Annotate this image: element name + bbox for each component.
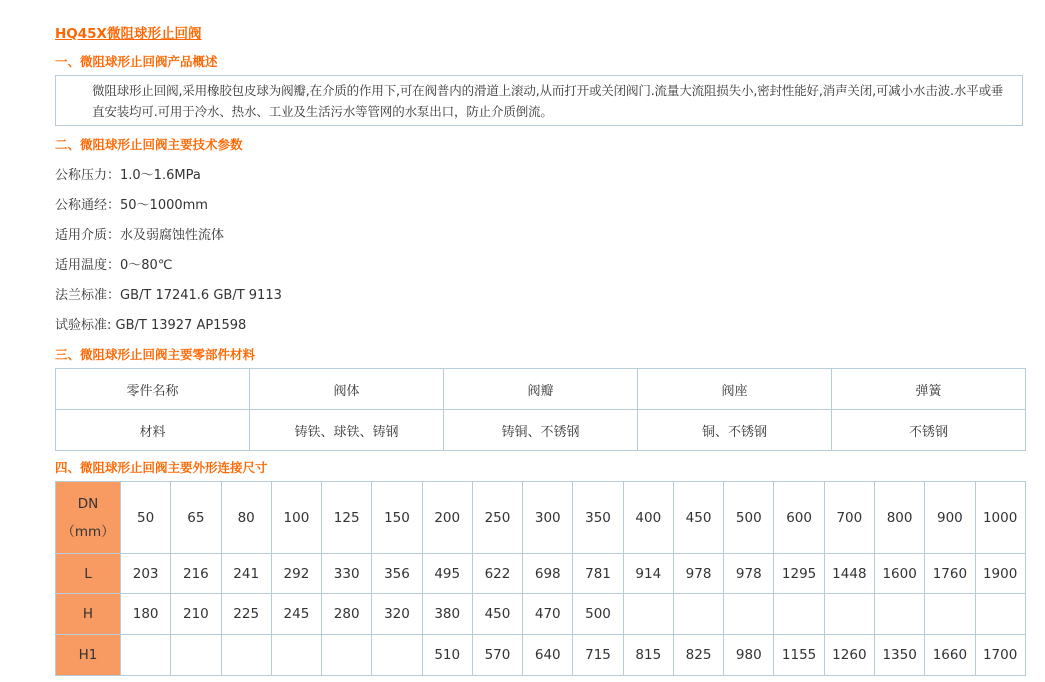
table-cell: 50 bbox=[121, 482, 171, 554]
table-cell: 500 bbox=[573, 594, 623, 635]
table-cell: 1155 bbox=[774, 635, 824, 676]
table-cell: 1260 bbox=[824, 635, 874, 676]
param-diameter: 公称通经：50～1000mm bbox=[55, 198, 208, 213]
table-cell: 400 bbox=[623, 482, 673, 554]
section-heading-dimensions: 四、微阻球形止回阀主要外形连接尺寸 bbox=[55, 460, 268, 475]
section-heading-overview: 一、微阻球形止回阀产品概述 bbox=[55, 54, 218, 69]
table-cell: 80 bbox=[221, 482, 271, 554]
table-cell: 781 bbox=[573, 554, 623, 594]
table-cell: 495 bbox=[422, 554, 472, 594]
table-cell: 450 bbox=[673, 482, 723, 554]
table-cell bbox=[824, 594, 874, 635]
table-cell bbox=[623, 594, 673, 635]
table-cell: 200 bbox=[422, 482, 472, 554]
table-cell: 1295 bbox=[774, 554, 824, 594]
table-cell: 978 bbox=[673, 554, 723, 594]
row-header-cell: H bbox=[56, 594, 121, 635]
table-cell: 不锈钢 bbox=[832, 410, 1026, 451]
table-cell: 1700 bbox=[975, 635, 1025, 676]
table-cell: 100 bbox=[271, 482, 321, 554]
table-cell: 铜、不锈钢 bbox=[638, 410, 832, 451]
table-cell: 65 bbox=[171, 482, 221, 554]
table-cell: 500 bbox=[724, 482, 774, 554]
table-cell bbox=[774, 594, 824, 635]
table-cell: 825 bbox=[673, 635, 723, 676]
table-cell: 320 bbox=[372, 594, 422, 635]
table-cell: 600 bbox=[774, 482, 824, 554]
table-cell: 245 bbox=[271, 594, 321, 635]
table-cell: 380 bbox=[422, 594, 472, 635]
param-temperature: 适用温度：0～80℃ bbox=[55, 258, 173, 273]
dn-header-cell bbox=[56, 482, 121, 554]
table-cell: 210 bbox=[171, 594, 221, 635]
param-test-standard: 试验标准: GB/T 13927 AP1598 bbox=[55, 318, 247, 333]
table-cell: 1448 bbox=[824, 554, 874, 594]
section-heading-parameters: 二、微阻球形止回阀主要技术参数 bbox=[55, 137, 243, 152]
table-cell: 356 bbox=[372, 554, 422, 594]
table-cell: 250 bbox=[472, 482, 522, 554]
table-row bbox=[56, 482, 1026, 554]
table-cell bbox=[271, 635, 321, 676]
table-cell: 铸铁、球铁、铸钢 bbox=[250, 410, 444, 451]
table-cell: 1000 bbox=[975, 482, 1025, 554]
table-row bbox=[56, 410, 1026, 451]
section-heading-materials: 三、微阻球形止回阀主要零部件材料 bbox=[55, 347, 256, 362]
table-cell: 914 bbox=[623, 554, 673, 594]
materials-table bbox=[55, 368, 1026, 451]
table-cell bbox=[724, 594, 774, 635]
table-cell: 弹簧 bbox=[832, 369, 1026, 410]
table-cell: 815 bbox=[623, 635, 673, 676]
table-cell: 700 bbox=[824, 482, 874, 554]
table-cell: 570 bbox=[472, 635, 522, 676]
table-cell bbox=[673, 594, 723, 635]
table-cell: 阀瓣 bbox=[444, 369, 638, 410]
table-cell: 980 bbox=[724, 635, 774, 676]
table-cell: 715 bbox=[573, 635, 623, 676]
table-cell: 1760 bbox=[925, 554, 975, 594]
table-cell: 1350 bbox=[874, 635, 924, 676]
page-title[interactable]: HQ45X微阻球形止回阀 bbox=[55, 26, 202, 42]
table-cell: 125 bbox=[322, 482, 372, 554]
table-cell: 640 bbox=[523, 635, 573, 676]
next-section-peek bbox=[55, 675, 255, 682]
table-cell: 622 bbox=[472, 554, 522, 594]
table-cell: 350 bbox=[573, 482, 623, 554]
dn-label: DN bbox=[77, 495, 99, 512]
table-cell bbox=[925, 594, 975, 635]
table-cell: 阀座 bbox=[638, 369, 832, 410]
table-cell: 241 bbox=[221, 554, 271, 594]
table-cell: 450 bbox=[472, 594, 522, 635]
table-cell bbox=[121, 635, 171, 676]
dimensions-table bbox=[55, 481, 1026, 676]
dn-unit-label: （mm） bbox=[61, 523, 115, 540]
table-row bbox=[56, 635, 1026, 676]
overview-text: 微阻球形止回阀,采用橡胶包皮球为阀瓣,在介质的作用下,可在阀普内的滑道上滚动,从而打开或关闭阀门.流量大流阻损失小,密封性能好,消声关闭,可减小水击波.水平或垂直安装均可.可用于冷水、热水、工业及生活污水等管网的水泵出口，防止介质倒流。 bbox=[55, 75, 1023, 126]
table-cell: 1600 bbox=[874, 554, 924, 594]
table-cell: 216 bbox=[171, 554, 221, 594]
table-row bbox=[56, 554, 1026, 594]
param-pressure: 公称压力：1.0～1.6MPa bbox=[55, 168, 201, 183]
table-cell: 978 bbox=[724, 554, 774, 594]
table-cell: 225 bbox=[221, 594, 271, 635]
param-flange-standard: 法兰标准：GB/T 17241.6 GB/T 9113 bbox=[55, 288, 282, 303]
table-cell bbox=[221, 635, 271, 676]
table-cell bbox=[874, 594, 924, 635]
table-cell: 阀体 bbox=[250, 369, 444, 410]
table-cell bbox=[322, 635, 372, 676]
table-cell: 1900 bbox=[975, 554, 1025, 594]
row-header-cell: L bbox=[56, 554, 121, 594]
table-cell: 材料 bbox=[56, 410, 250, 451]
table-cell: 292 bbox=[271, 554, 321, 594]
table-cell: 300 bbox=[523, 482, 573, 554]
table-cell: 510 bbox=[422, 635, 472, 676]
table-cell: 900 bbox=[925, 482, 975, 554]
table-cell: 203 bbox=[121, 554, 171, 594]
table-row bbox=[56, 594, 1026, 635]
table-cell: 800 bbox=[874, 482, 924, 554]
table-cell bbox=[372, 635, 422, 676]
table-row bbox=[56, 369, 1026, 410]
table-cell: 470 bbox=[523, 594, 573, 635]
row-header-cell: H1 bbox=[56, 635, 121, 676]
table-cell: 150 bbox=[372, 482, 422, 554]
table-cell: 零件名称 bbox=[56, 369, 250, 410]
table-cell: 1660 bbox=[925, 635, 975, 676]
table-cell bbox=[975, 594, 1025, 635]
table-cell: 铸铜、不锈钢 bbox=[444, 410, 638, 451]
table-cell: 698 bbox=[523, 554, 573, 594]
table-cell: 330 bbox=[322, 554, 372, 594]
table-cell: 280 bbox=[322, 594, 372, 635]
table-cell bbox=[171, 635, 221, 676]
param-medium: 适用介质：水及弱腐蚀性流体 bbox=[55, 228, 225, 243]
table-cell: 180 bbox=[121, 594, 171, 635]
